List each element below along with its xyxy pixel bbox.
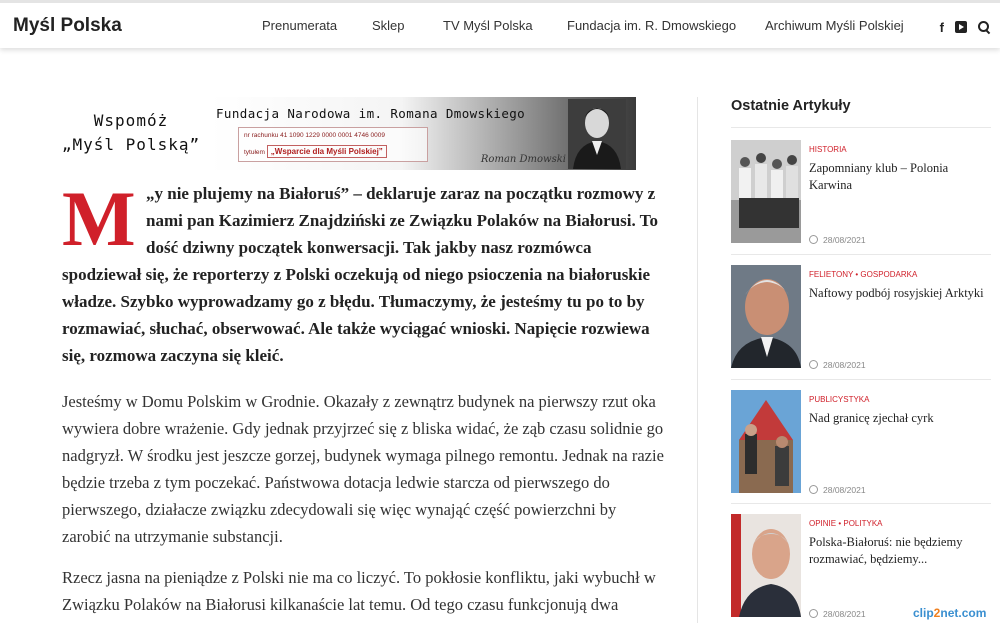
- watermark-part: clip: [913, 606, 934, 620]
- watermark-part: .com: [958, 606, 987, 620]
- facebook-icon[interactable]: f: [939, 19, 944, 35]
- sidebar-divider: [731, 254, 991, 255]
- sidebar-divider: [731, 127, 991, 128]
- article-lead: [62, 175, 662, 369]
- sidebar-divider: [731, 379, 991, 380]
- article-date: 28/08/2021: [809, 235, 866, 245]
- signature-image: Roman Dmowski: [480, 154, 566, 165]
- portrait-image: [568, 99, 626, 169]
- banner-account-number: nr rachunku 41 1090 1229 0000 0001 4746 0009: [244, 132, 385, 139]
- article-thumbnail[interactable]: [731, 390, 801, 493]
- watermark-part: 2: [933, 606, 941, 620]
- article-title-link[interactable]: Zapomniany klub – Polonia Karwina: [809, 161, 949, 192]
- clip2net-watermark: [913, 606, 986, 620]
- article-category[interactable]: HISTORIA: [809, 145, 847, 154]
- banner-purpose-label: tytułem: [244, 149, 265, 156]
- article-title-link[interactable]: Polska-Białoruś: nie będziemy rozmawiać, będziemy...: [809, 535, 963, 566]
- nav-item-sklep[interactable]: Sklep: [372, 18, 405, 33]
- article-lead-line3: dość dziwny początek konwersacji. Tak jakby nasz rozmówca: [146, 238, 592, 257]
- banner-appeal-line1: Wspomóż: [93, 111, 169, 130]
- banner-purpose: [244, 147, 387, 156]
- article-date: 28/08/2021: [809, 609, 866, 619]
- article-date: 28/08/2021: [809, 360, 866, 370]
- nav-item-fundacja[interactable]: Fundacja im. R. Dmowskiego: [567, 18, 737, 33]
- sidebar-article[interactable]: [731, 140, 991, 252]
- site-logo[interactable]: Myśl Polska: [13, 15, 122, 36]
- dropcap: M: [62, 175, 136, 262]
- search-icon[interactable]: [978, 21, 990, 33]
- sidebar-article[interactable]: [731, 265, 991, 377]
- article-category[interactable]: PUBLICYSTYKA: [809, 395, 870, 404]
- article-paragraph: Rzecz jasna na pieniądze z Polski nie ma co liczyć. To pokłosie konfliktu, jaki wybuchł w Związku Polaków na Białorusi kilkanaście lat temu. Od tego czasu funkcjonują dwa: [62, 568, 656, 614]
- header-icons: [940, 17, 990, 37]
- article-date: 28/08/2021: [809, 485, 866, 495]
- site-header: [0, 0, 1000, 48]
- article-category[interactable]: OPINIE • POLITYKA: [809, 519, 883, 528]
- donation-banner[interactable]: [56, 97, 636, 170]
- article-paragraph: Jesteśmy w Domu Polskim w Grodnie. Okazały z zewnątrz budynek na pierwszy rzut oka wywiera dobre wrażenie. Gdy jednak przyjrzeć się z bliska widać, że ząb czasu solidnie go nadgryzł. W środku jest jeszcze gorzej, budynek wymaga pilnego remontu. Jednak na razie będzie trzeba z tym poczekać. Państwowa dotacja ledwie starcza od pierwszego do pierwszego, działacze związku zdecydowali się więc wynająć część powierzchni by zarobić na utrzymanie substancji.: [62, 392, 664, 546]
- article-thumbnail[interactable]: [731, 514, 801, 617]
- article-lead-line2: nami pan Kazimierz Znajdziński ze Związku Polaków na Białorusi. To: [146, 211, 658, 230]
- main-nav: [0, 18, 1000, 38]
- banner-appeal: [56, 109, 206, 157]
- nav-item-tv[interactable]: TV Myśl Polska: [443, 18, 533, 33]
- youtube-icon[interactable]: [955, 21, 967, 33]
- article-lead-line1: „y nie plujemy na Białoruś” – deklaruje zaraz na początku rozmowy z: [146, 184, 656, 203]
- banner-account-box: [238, 127, 428, 162]
- watermark-part: net: [940, 606, 959, 620]
- column-divider: [697, 97, 698, 623]
- nav-item-archiwum[interactable]: Archiwum Myśli Polskiej: [765, 18, 904, 33]
- sidebar-title: Ostatnie Artykuły: [731, 98, 851, 114]
- banner-foundation-panel: [210, 97, 636, 170]
- banner-title: Fundacja Narodowa im. Romana Dmowskiego: [216, 106, 526, 121]
- article-thumbnail[interactable]: [731, 265, 801, 368]
- nav-item-prenumerata[interactable]: Prenumerata: [262, 18, 338, 33]
- article-lead-rest: spodziewał się, że reporterzy z Polski oczekują od niego psioczenia na białoruskie władze. Szybko wyprowadzamy go z błędu. Tłumaczymy, że jesteśmy tu po to by rozmawiać, słuchać, obserwować. Ale także wyciągać wnioski. Napięcie rozwiewa się, rozmowa zaczyna się kleić.: [62, 265, 651, 365]
- banner-appeal-line2: „Myśl Polską”: [61, 135, 201, 154]
- sidebar-divider: [731, 503, 991, 504]
- article-category[interactable]: FELIETONY • GOSPODARKA: [809, 270, 918, 279]
- banner-purpose-text: „Wsparcie dla Myśli Polskiej”: [267, 145, 387, 158]
- article-thumbnail[interactable]: [731, 140, 801, 243]
- article-title-link[interactable]: Nad granicę zjechał cyrk: [809, 411, 934, 425]
- article-title-link[interactable]: Naftowy podbój rosyjskiej Arktyki: [809, 286, 984, 300]
- sidebar-article[interactable]: [731, 390, 991, 502]
